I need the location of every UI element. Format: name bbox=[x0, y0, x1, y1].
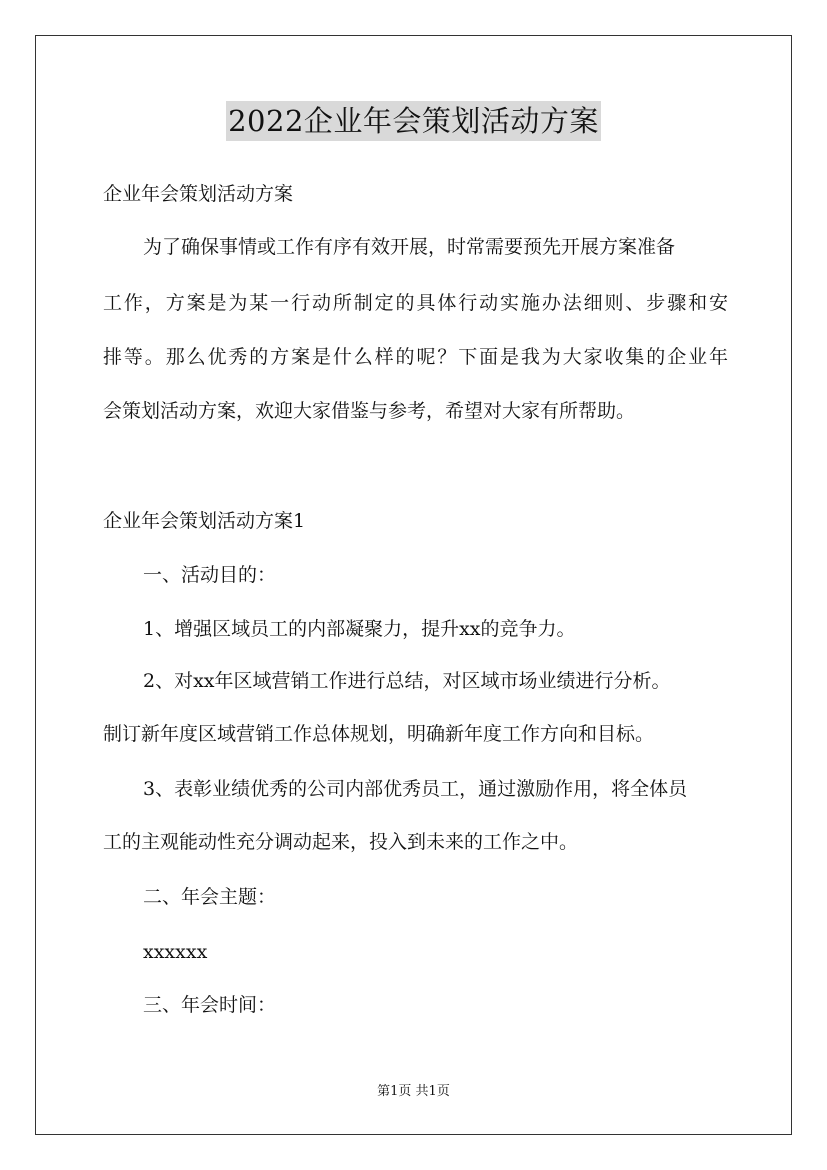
intro-line-3: 排等。那么优秀的方案是什么样的呢？下面是我为大家收集的企业年 bbox=[103, 346, 728, 368]
item-3: 3、表彰业绩优秀的公司内部优秀员工，通过激励作用，将全体员 bbox=[143, 778, 688, 800]
item-1: 1、增强区域员工的内部凝聚力，提升xx的竞争力。 bbox=[143, 618, 576, 640]
heading-time: 三、年会时间： bbox=[143, 994, 277, 1016]
intro-line-1: 为了确保事情或工作有序有效开展，时常需要预先开展方案准备 bbox=[143, 236, 676, 258]
section-title: 企业年会策划活动方案1 bbox=[103, 510, 306, 532]
subtitle: 企业年会策划活动方案 bbox=[103, 183, 294, 205]
title-container bbox=[0, 101, 827, 141]
heading-theme: 二、年会主题： bbox=[143, 886, 277, 908]
heading-purpose: 一、活动目的： bbox=[143, 564, 277, 586]
document-title: 2022企业年会策划活动方案 bbox=[226, 101, 601, 141]
theme-value: xxxxxx bbox=[143, 941, 208, 963]
item-2: 2、对xx年区域营销工作进行总结，对区域市场业绩进行分析。 bbox=[143, 670, 671, 692]
item-2-continued: 制订新年度区域营销工作总体规划，明确新年度工作方向和目标。 bbox=[103, 723, 655, 745]
page-footer: 第1页 共1页 bbox=[377, 1084, 450, 1099]
intro-line-4: 会策划活动方案，欢迎大家借鉴与参考，希望对大家有所帮助。 bbox=[103, 400, 636, 422]
item-3-continued: 工的主观能动性充分调动起来，投入到未来的工作之中。 bbox=[103, 831, 579, 853]
intro-line-2: 工作，方案是为某一行动所制定的具体行动实施办法细则、步骤和安 bbox=[103, 292, 728, 314]
